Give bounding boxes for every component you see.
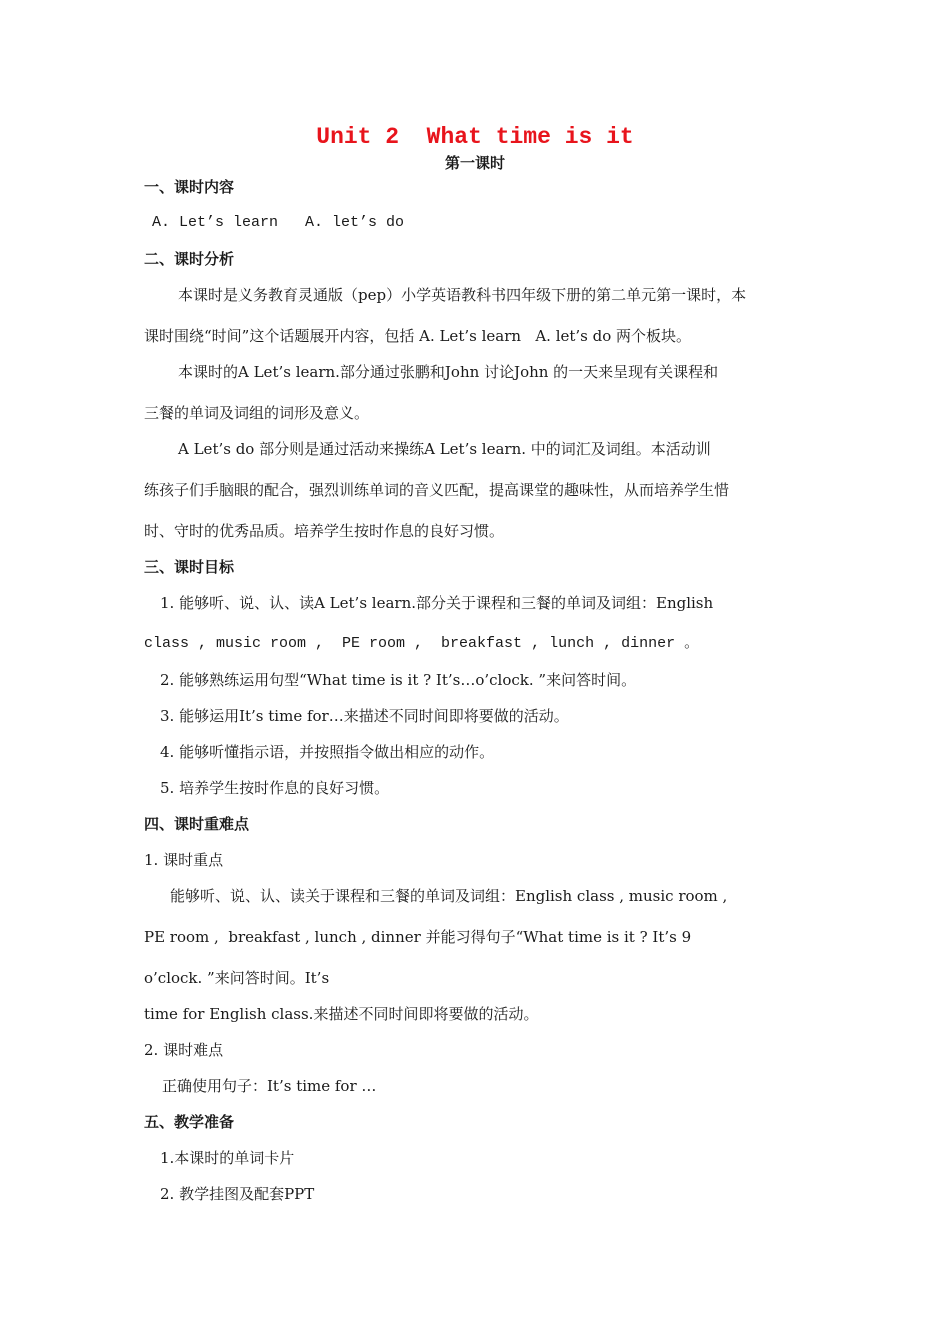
key-point-line: 2. 课时难点 [144,1041,224,1059]
section-heading-goals: 三、课时目标 [144,558,235,576]
key-point-line: time for English class.来描述不同时间即将要做的活动。 [144,1005,539,1023]
analysis-line: 时、守时的优秀品质。培养学生按时作息的良好习惯。 [144,522,505,540]
goal-item: 4. 能够听懂指示语，并按照指令做出相应的动作。 [160,743,495,761]
document-subtitle: 第一课时 [444,154,505,172]
goal-item: 5. 培养学生按时作息的良好习惯。 [160,779,390,797]
key-point-line: PE room , breakfast , lunch , dinner 并能习得句子“What time is it ? It’s 9 [144,928,692,946]
analysis-line: 课时围绕“时间”这个话题展开内容，包括 A. Let’s learn A. let’s do 两个板块。 [144,327,692,345]
section-heading-content: 一、课时内容 [144,178,235,196]
content-line: A. Let’s learn A. let’s do [152,214,405,231]
analysis-line: 三餐的单词及词组的词形及意义。 [144,404,370,422]
goal-item: 3. 能够运用It’s time for…来描述不同时间即将要做的活动。 [160,707,569,725]
analysis-line: 练孩子们手脑眼的配合，强烈训练单词的音义匹配，提高课堂的趣味性，从而培养学生惜 [144,481,730,499]
document-title: Unit 2 What time is it [316,124,634,150]
goal-item: class , music room , PE room , breakfast , lunch , dinner 。 [144,635,700,652]
analysis-line: 本课时是义务教育灵通版（pep）小学英语教科书四年级下册的第二单元第一课时，本 [178,286,747,304]
preparation-item: 2. 教学挂图及配套PPT [160,1185,315,1203]
section-heading-preparation: 五、教学准备 [144,1113,235,1131]
goal-item: 2. 能够熟练运用句型“What time is it ? It’s…o’clock. ”来问答时间。 [160,671,637,689]
section-heading-key-points: 四、课时重难点 [144,815,250,833]
key-point-line: 1. 课时重点 [144,851,224,869]
key-point-line: 能够听、说、认、读关于课程和三餐的单词及词组：English class , music room , [170,887,728,905]
section-heading-analysis: 二、课时分析 [144,250,235,268]
analysis-line: 本课时的A Let’s learn.部分通过张鹏和John 讨论John 的一天来呈现有关课程和 [178,363,719,381]
preparation-item: 1.本课时的单词卡片 [160,1149,295,1167]
key-point-line: o’clock. ”来问答时间。It’s [144,969,330,987]
analysis-line: A Let’s do 部分则是通过活动来操练A Let’s learn. 中的词汇及词组。本活动训 [178,440,711,458]
key-point-line: 正确使用句子：It’s time for … [162,1077,377,1095]
goal-item: 1. 能够听、说、认、读A Let’s learn.部分关于课程和三餐的单词及词组：English [160,594,714,612]
